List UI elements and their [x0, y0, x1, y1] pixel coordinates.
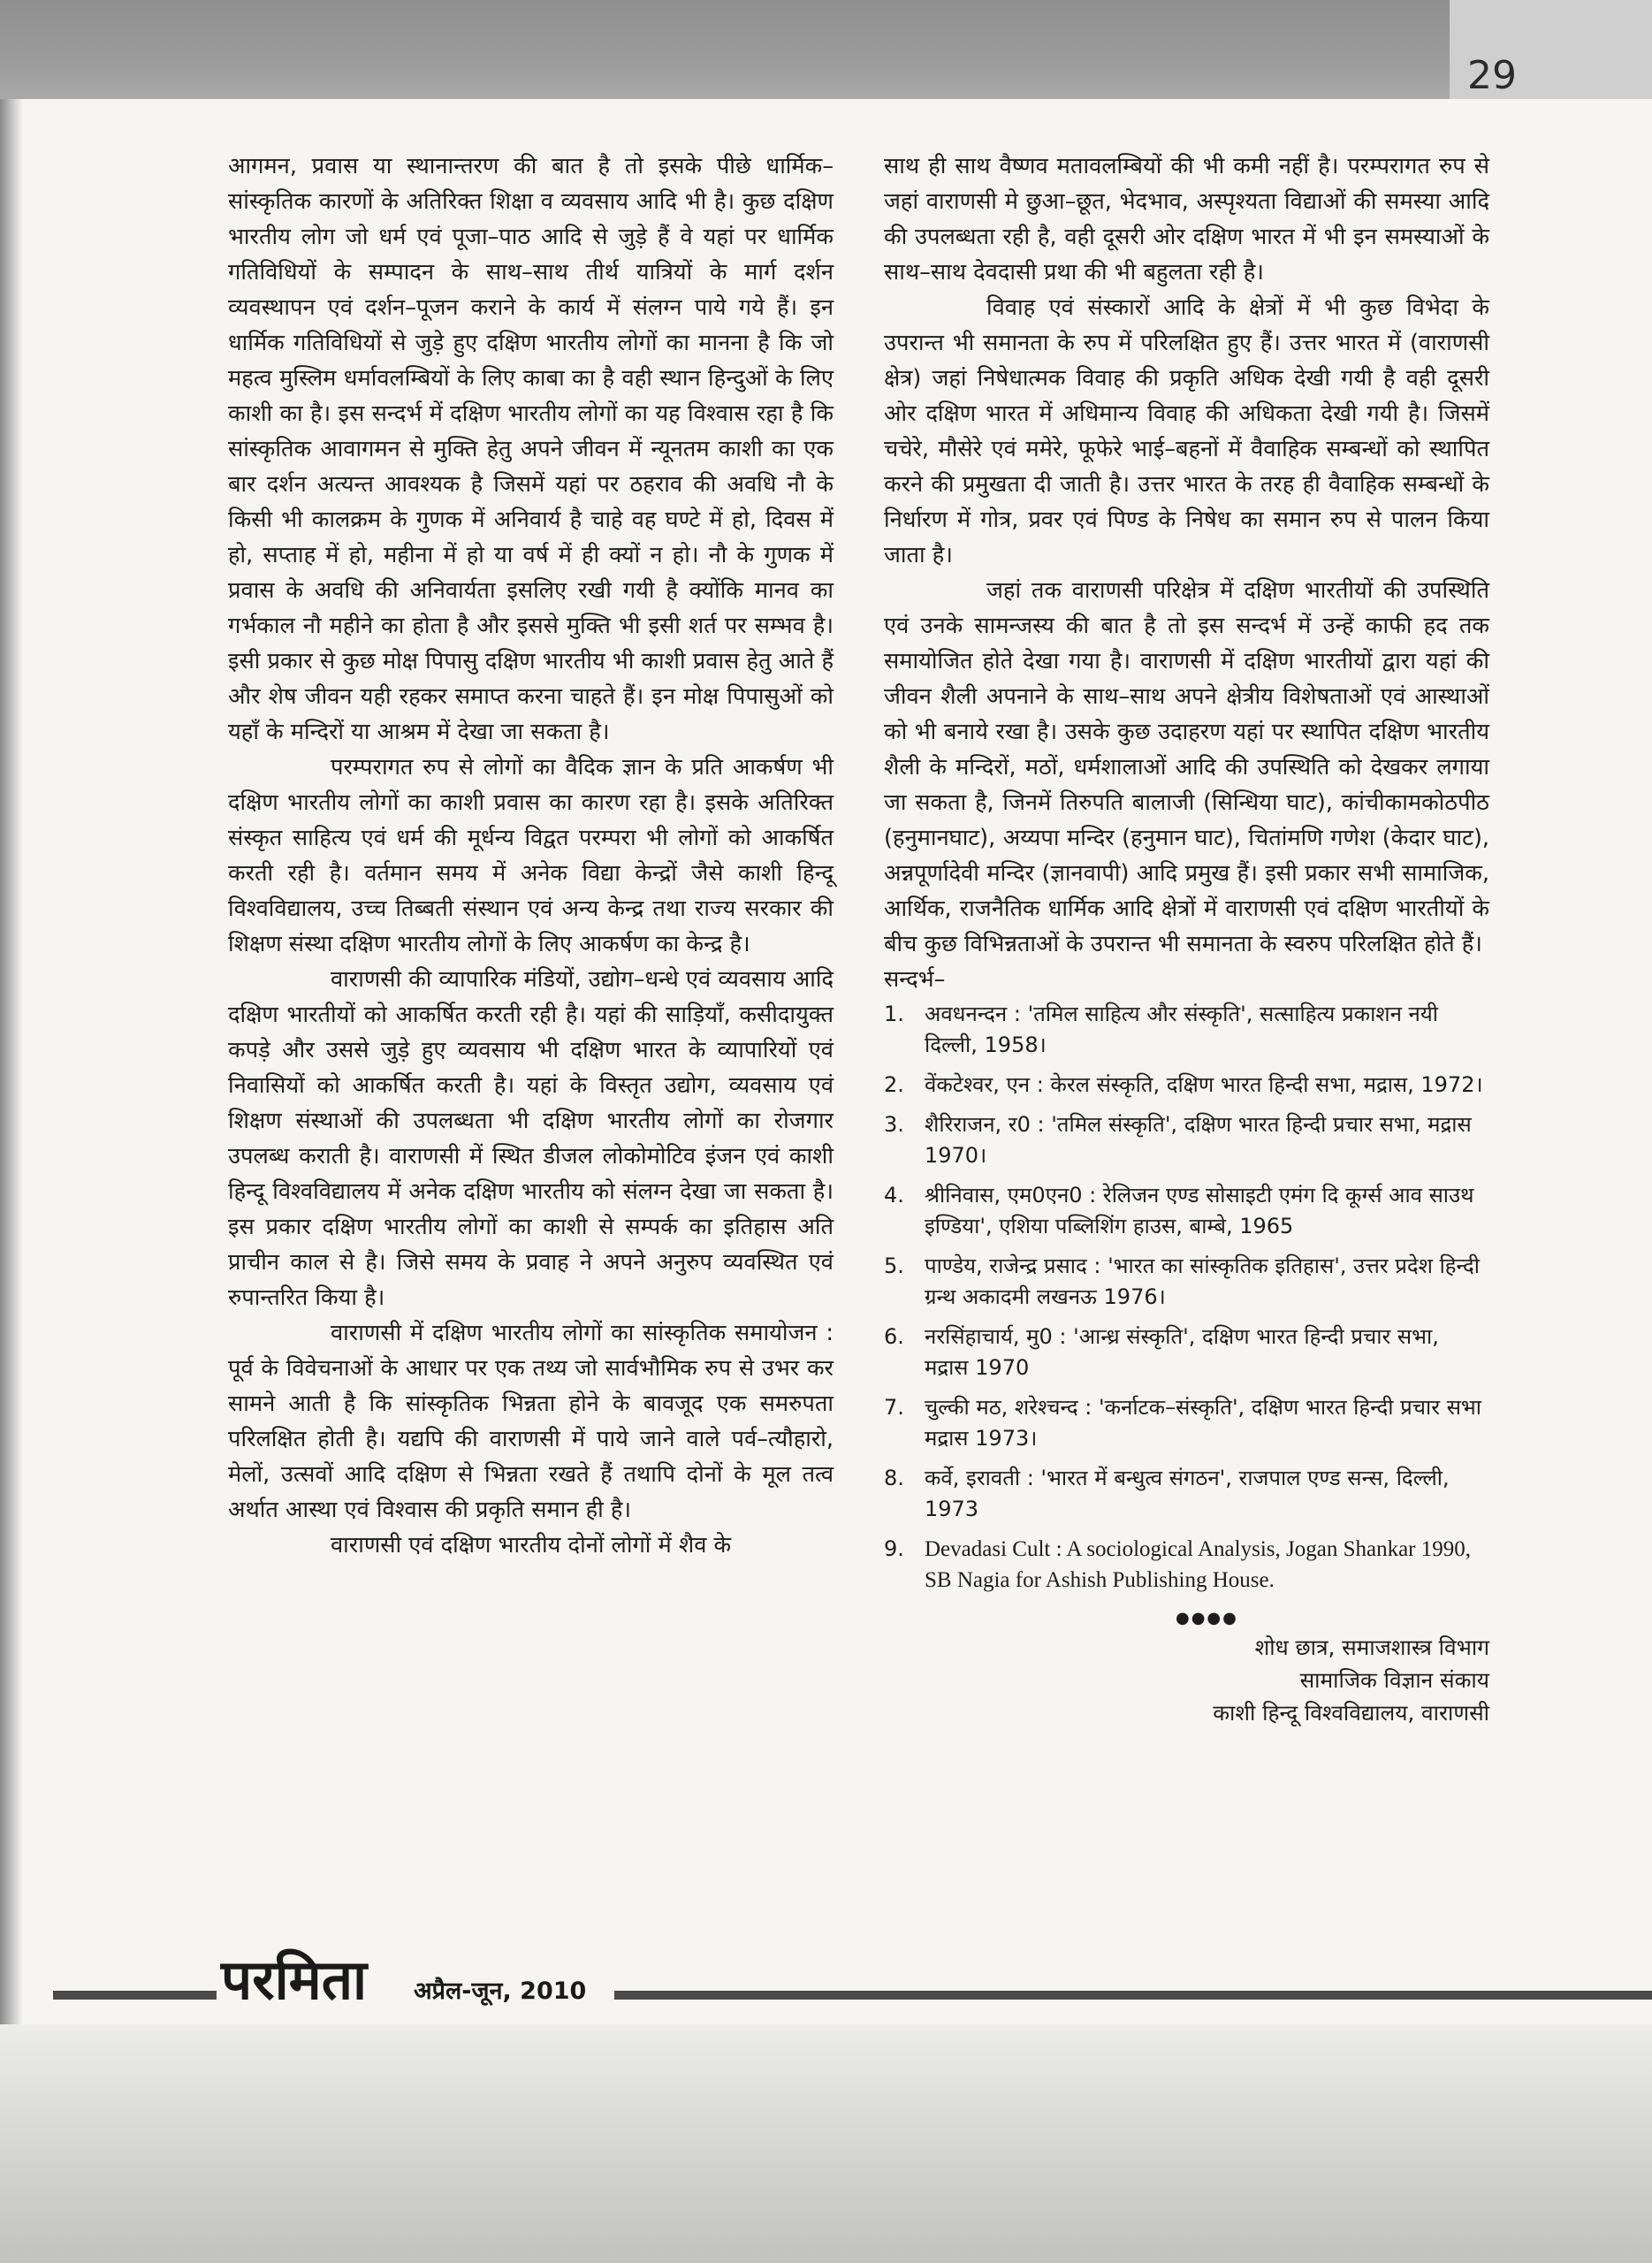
author-line: सामाजिक विज्ञान संकाय	[1299, 1667, 1489, 1693]
reference-text: श्रीनिवास, एम0एन0 : रेलिजन एण्ड सोसाइटी एमंग दि कूर्ग्स आव साउथ इण्डिया', एशिया पब्लिशिंग हाउस, बाम्बे, 1965	[925, 1183, 1474, 1238]
right-column	[884, 149, 1489, 1729]
reference-text: नरसिंहाचार्य, मु0 : 'आन्ध्र संस्कृति', दक्षिण भारत हिन्दी प्रचार सभा, मद्रास 1970	[925, 1324, 1439, 1380]
reference-item	[884, 1251, 1489, 1313]
reference-number: 6.	[884, 1324, 904, 1349]
footer-rule	[614, 1991, 1652, 2000]
reference-item	[884, 1392, 1489, 1454]
paragraph: वाराणसी की व्यापारिक मंडियों, उद्योग–धन्धे एवं व्यवसाय आदि दक्षिण भारतीयों को आकर्षित करती रही है। यहां की साड़ियाँ, कसीदायुक्त कपड़े और उससे जुड़े हुए व्यवसाय भी दक्षिण भारत के व्यापारियों एवं निवासियों को आकर्षित करती है। यहां के विस्तृत उद्योग, व्यवसाय एवं शिक्षण संस्थाओं की उपलब्धता भी दक्षिण भारतीय लोगों का रोजगार उपलब्ध कराती है। वाराणसी में स्थित डीजल लोकोमोटिव इंजन एवं काशी हिन्दू विश्वविद्यालय में अनेक दक्षिण भारतीय को संलग्न देखा जा सकता है। इस प्रकार दक्षिण भारतीय लोगों का काशी से सम्पर्क का इतिहास अति प्राचीन काल से है। जिसे समय के प्रवाह ने अपने अनुरुप व्यवस्थित एवं रुपान्तरित किया है।	[228, 966, 834, 1311]
reference-item	[884, 1463, 1489, 1525]
paragraph: वाराणसी एवं दक्षिण भारतीय दोनों लोगों में शैव के	[331, 1532, 732, 1558]
paragraph: परम्परागत रुप से लोगों का वैदिक ज्ञान के प्रति आकर्षण भी दक्षिण भारतीय लोगों का काशी प्रवास का कारण रहा है। इसके अतिरिक्त संस्कृत साहित्य एवं धर्म की मूर्धन्य विद्वत परम्परा भी लोगों को आकर्षित करती रही है। वर्तमान समय में अनेक विद्या केन्द्रों जैसे काशी हिन्दू विश्वविद्यालय, उच्च तिब्बती संस्थान एवं अन्य केन्द्र तथा राज्य सरकार की शिक्षण संस्था दक्षिण भारतीय लोगों के लिए आकर्षण का केन्द्र है।	[228, 754, 834, 957]
paragraph: साथ ही साथ वैष्णव मतावलम्बियों की भी कमी नहीं है। परम्परागत रुप से जहां वाराणसी मे छुआ–छूत, भेदभाव, अस्पृश्यता विद्याओं की समस्या आदि की उपलब्धता रही है, वही दूसरी ओर दक्षिण भारत में भी इन समस्याओं के साथ–साथ देवदासी प्रथा की भी बहुलता रही है।	[884, 153, 1489, 286]
paragraph: जहां तक वाराणसी परिक्षेत्र में दक्षिण भारतीयों की उपस्थिति एवं उनके सामन्जस्य की बात है तो इस सन्दर्भ में उन्हें काफी हद तक समायोजित होते देखा गया है। वाराणसी में दक्षिण भारतीयों द्वारा यहां की जीवन शैली अपनाने के साथ–साथ अपने क्षेत्रीय विशेषताओं एवं आस्थाओं को भी बनाये रखा है। उसके कुछ उदाहरण यहां पर स्थापित दक्षिण भारतीय शैली के मन्दिरों, मठों, धर्मशालाओं आदि की उपस्थिति को देखकर लगाया जा सकता है, जिनमें तिरुपति बालाजी (सिन्धिया घाट), कांचीकामकोठपीठ (हनुमानघाट), अय्यपा मन्दिर (हनुमान घाट), चितांमणि गणेश (केदार घाट), अन्नपूर्णादेवी मन्दिर (ज्ञानवापी) आदि प्रमुख हैं। इसी प्रकार सभी सामाजिक, आर्थिक, राजनैतिक धार्मिक आदि क्षेत्रों में वाराणसी एवं दक्षिण भारतीयों के बीच कुछ विभिन्नताओं के उपरान्त भी समानता के स्वरुप परिलक्षित होते हैं।	[884, 577, 1489, 957]
reference-item	[884, 1180, 1489, 1242]
reference-text: अवधनन्दन : 'तमिल साहित्य और संस्कृति', सत्साहित्य प्रकाशन नयी दिल्ली, 1958।	[925, 1002, 1439, 1057]
paragraph: आगमन, प्रवास या स्थानान्तरण की बात है तो इसके पीछे धार्मिक–सांस्कृतिक कारणों के अतिरिक्त शिक्षा व व्यवसाय आदि भी है। कुछ दक्षिण भारतीय लोग जो धर्म एवं पूजा–पाठ आदि से जुड़े हैं वे यहां पर धार्मिक गतिविधियों के सम्पादन के साथ–साथ तीर्थ यात्रियों के मार्ग दर्शन व्यवस्थापन एवं दर्शन–पूजन कराने के कार्य में संलग्न पाये गये हैं। इन धार्मिक गतिविधियों से जुड़े हुए दक्षिण भारतीय लोगों का मानना है कि जो महत्व मुस्लिम धर्मावलम्बियों के लिए काबा का है वही स्थान हिन्दुओं के लिए काशी का है। इस सन्दर्भ में दक्षिण भारतीय लोगों का यह विश्वास रहा है कि सांस्कृतिक आवागमन से मुक्ति हेतु अपने जीवन में न्यूनतम काशी का एक बार दर्शन अत्यन्त आवश्यक है जिसमें यहां पर ठहराव की अवधि नौ के किसी भी कालक्रम के गुणक में अनिवार्य है चाहे वह घण्टे में हो, दिवस में हो, सप्ताह में हो, महीना में हो या वर्ष में ही क्यों न हो। नौ के गुणक में प्रवास के अवधि की अनिवार्यता इसलिए रखी गयी है क्योंकि मानव का गर्भकाल नौ महीने का होता है और इससे मुक्ति भी इसी शर्त पर सम्भव है। इसी प्रकार से कुछ मोक्ष पिपासु दक्षिण भारतीय भी काशी प्रवास हेतु आते हैं और शेष जीवन यही रहकर समाप्त करना चाहते हैं। इन मोक्ष पिपासुओं को यहाँ के मन्दिरों या आश्रम में देखा जा सकता है।	[228, 153, 834, 745]
magazine-logo: परमिता	[221, 1947, 368, 2012]
reference-number: 8.	[884, 1466, 904, 1490]
reference-text: Devadasi Cult : A sociological Analysis, Jogan Shankar 1990, SB Nagia for Ashish Publishing House.	[925, 1537, 1471, 1592]
reference-number: 7.	[884, 1395, 904, 1420]
reference-text: शैरिराजन, र0 : 'तमिल संस्कृति', दक्षिण भारत हिन्दी प्रचार सभा, मद्रास 1970।	[925, 1112, 1472, 1168]
reference-item	[884, 1109, 1489, 1171]
reference-number: 1.	[884, 1002, 904, 1026]
page-number: 29	[1467, 53, 1517, 98]
reference-text: चुल्की मठ, शरेश्चन्द : 'कर्नाटक–संस्कृति', दक्षिण भारत हिन्दी प्रचार सभा मद्रास 1973।	[925, 1395, 1482, 1451]
references-list	[884, 999, 1489, 1596]
reference-item	[884, 1322, 1489, 1383]
issue-date: अप्रैल-जून, 2010	[414, 1977, 587, 2005]
reference-item	[884, 1070, 1489, 1101]
footer-rule	[53, 1991, 217, 2000]
bottom-scan-margin	[0, 2024, 1652, 2263]
author-line: काशी हिन्दू विश्वविद्यालय, वाराणसी	[1213, 1700, 1489, 1726]
author-affiliation	[884, 1631, 1489, 1729]
left-column	[228, 149, 834, 1563]
section-ornament: ●●●●	[1176, 1609, 1238, 1627]
top-header-band	[0, 0, 1652, 99]
paragraph: वाराणसी में दक्षिण भारतीय लोगों का सांस्कृतिक समायोजन : पूर्व के विवेचनाओं के आधार पर एक तथ्य जो सार्वभौमिक रुप से उभर कर सामने आती है कि सांस्कृतिक भिन्नता होने के बावजूद एक समरुपता परिलक्षित होती है। यद्यपि की वाराणसी में पाये जाने वाले पर्व–त्यौहारो, मेलों, उत्सवों आदि दक्षिण से भिन्नता रखते हैं तथापि दोनों के मूल तत्व अर्थात आस्था एवं विश्वास की प्रकृति समान ही है।	[228, 1320, 834, 1523]
references-heading: सन्दर्भ–	[884, 966, 946, 993]
reference-number: 3.	[884, 1112, 904, 1137]
reference-text: कर्वे, इरावती : 'भारत में बन्धुत्व संगठन', राजपाल एण्ड सन्स, दिल्ली, 1973	[925, 1466, 1450, 1521]
reference-item	[884, 999, 1489, 1061]
reference-text: वेंकटेश्वर, एन : केरल संस्कृति, दक्षिण भारत हिन्दी सभा, मद्रास, 1972।	[925, 1072, 1483, 1097]
reference-number: 9.	[884, 1536, 904, 1561]
reference-number: 4.	[884, 1183, 904, 1208]
reference-number: 5.	[884, 1253, 904, 1278]
paragraph: विवाह एवं संस्कारों आदि के क्षेत्रों में भी कुछ विभेदा के उपरान्त भी समानता के रुप में परिलक्षित हुए हैं। उत्तर भारत में (वाराणसी क्षेत्र) जहां निषेधात्मक विवाह की प्रकृति अधिक देखी गयी है वही दूसरी ओर दक्षिण भारत में अधिमान्य विवाह की अधिकता देखी गयी है। जिसमें चचेरे, मौसेरे एवं ममेरे, फूफेरे भाई–बहनों में वैवाहिक सम्बन्धों को स्थापित करने की प्रमुखता दी जाती है। उत्तर भारत के तरह ही वैवाहिक सम्बन्धों के निर्धारण में गोत्र, प्रवर एवं पिण्ड के निषेध का समान रुप से पालन किया जाता है।	[884, 294, 1489, 568]
reference-item	[884, 1534, 1489, 1596]
binding-shadow	[0, 99, 23, 2263]
reference-text: पाण्डेय, राजेन्द्र प्रसाद : 'भारत का सांस्कृतिक इतिहास', उत्तर प्रदेश हिन्दी ग्रन्थ अकादमी लखनऊ 1976।	[925, 1253, 1480, 1309]
author-line: शोध छात्र, समाजशास्त्र विभाग	[1254, 1634, 1489, 1660]
reference-number: 2.	[884, 1072, 904, 1097]
